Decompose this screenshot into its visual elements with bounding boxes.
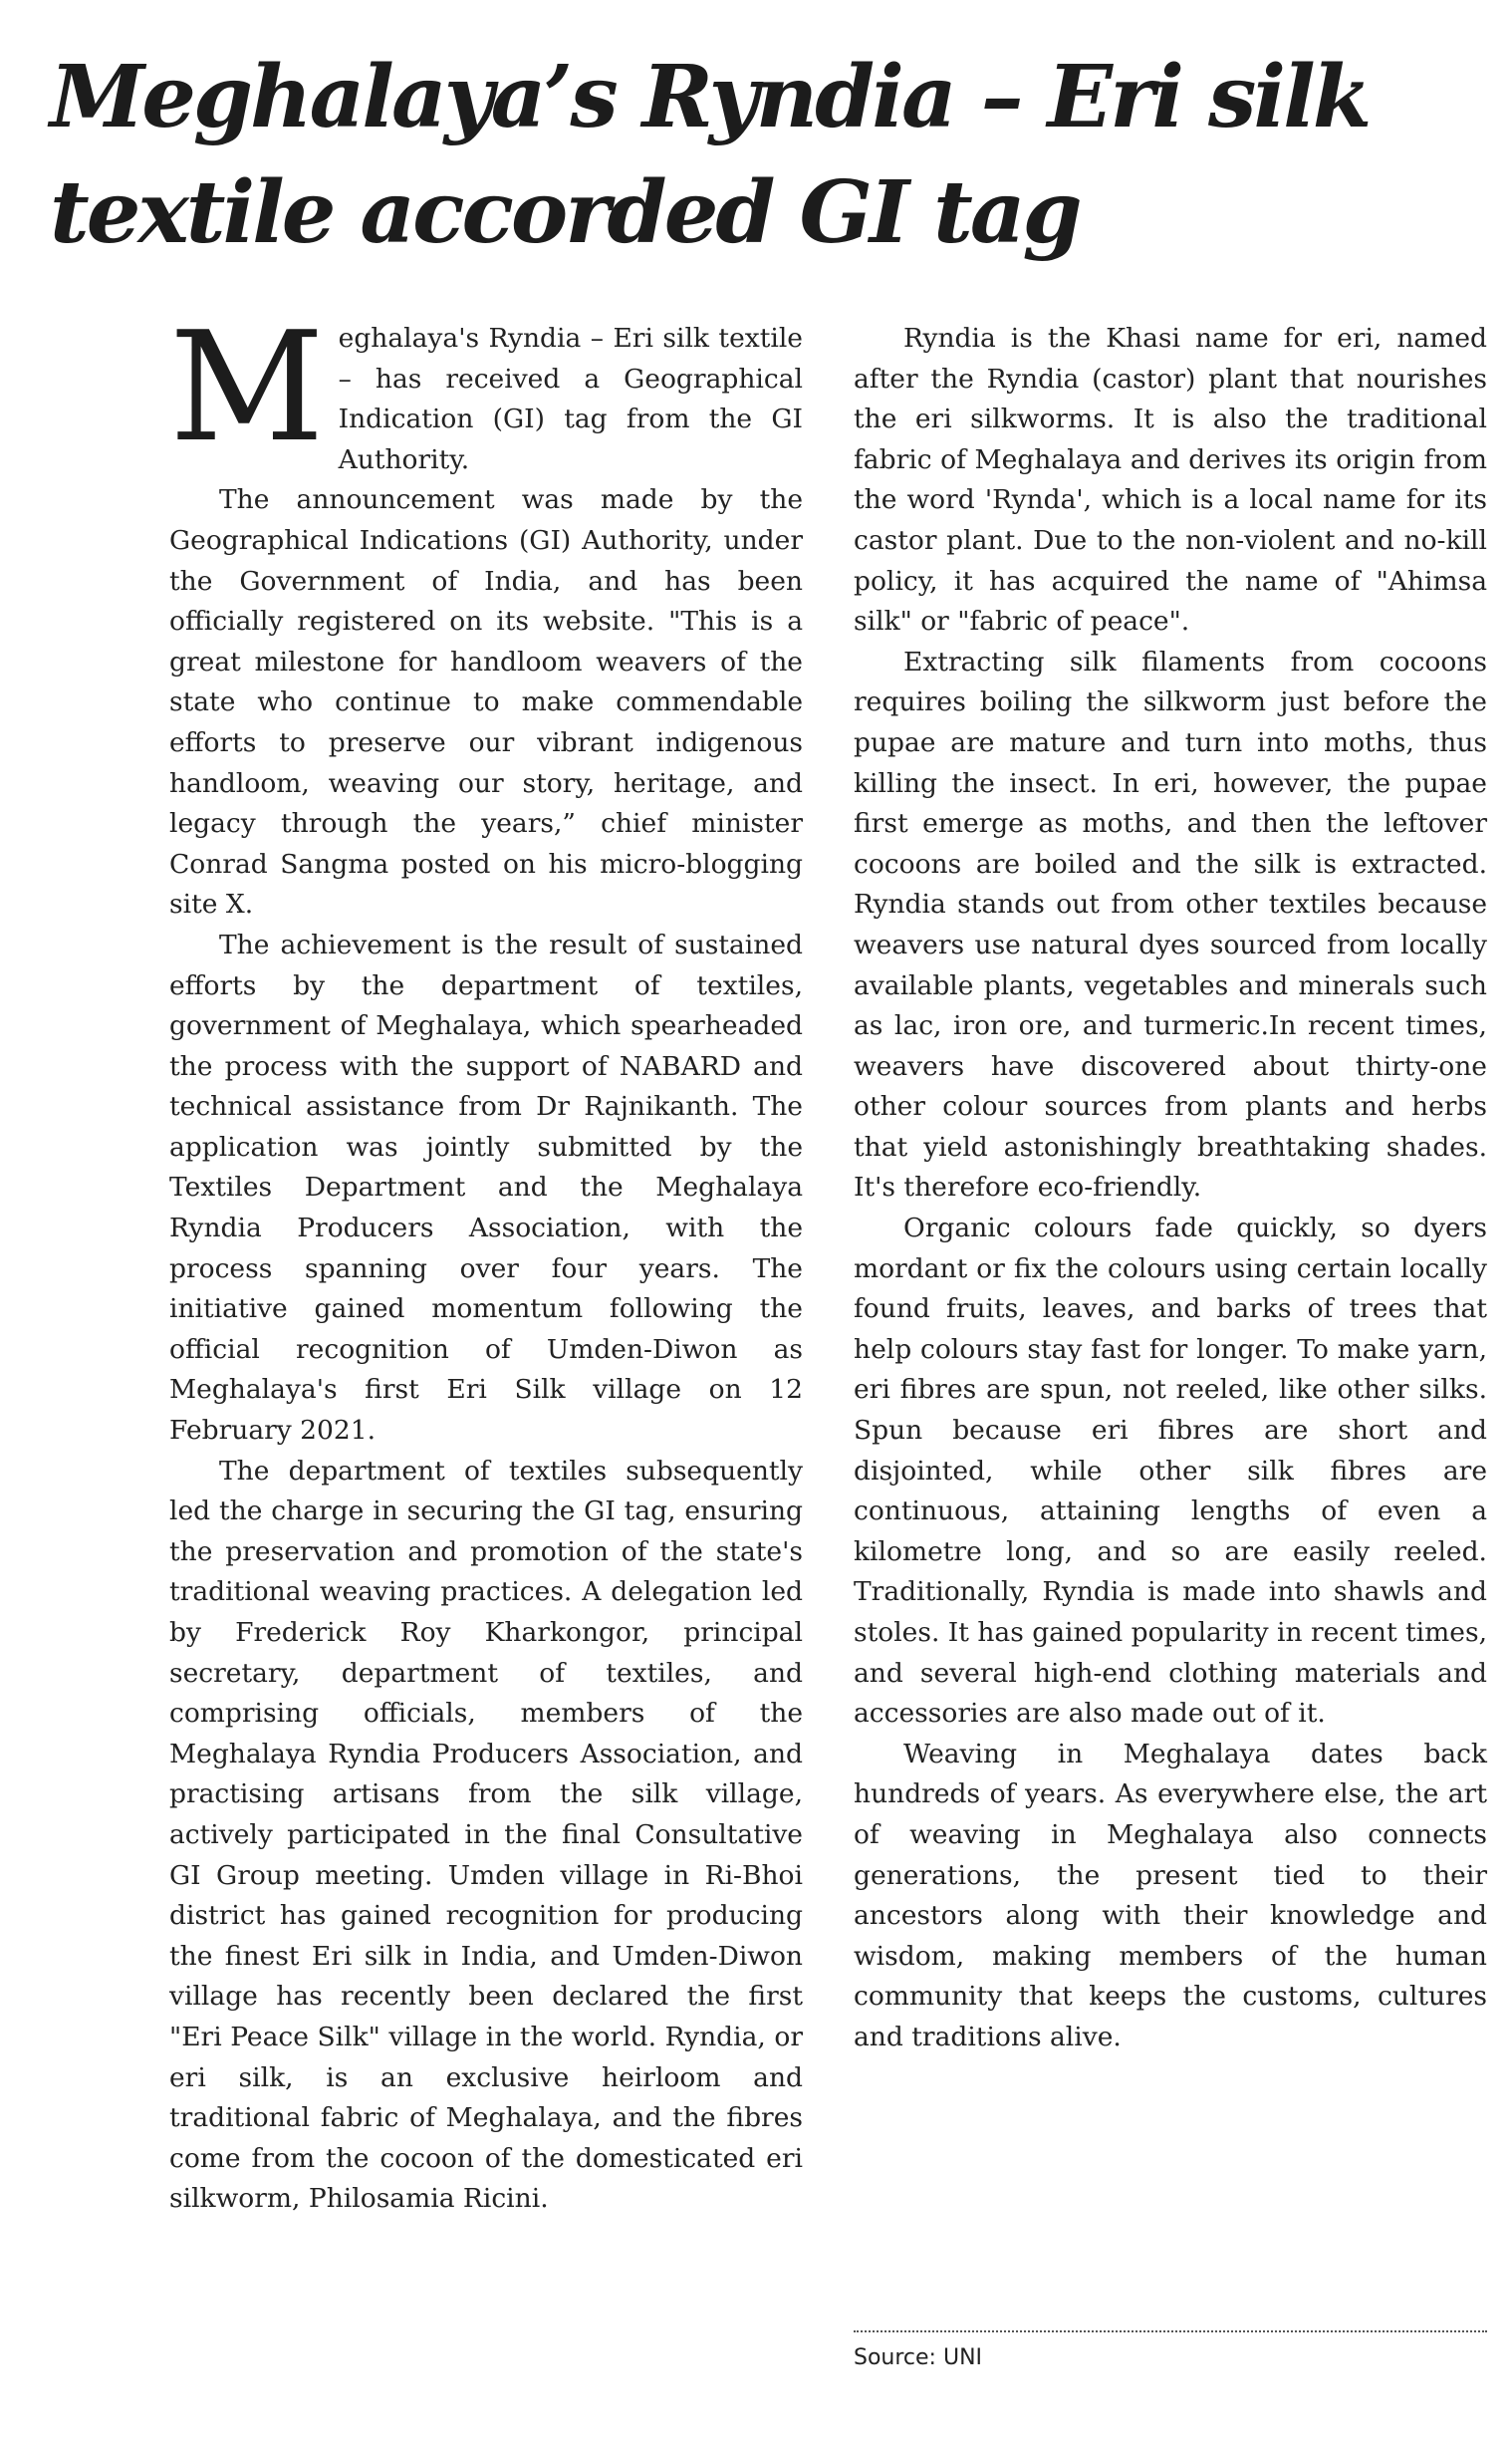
source-divider	[854, 2330, 1487, 2332]
article-column-right	[854, 319, 1487, 2058]
article-paragraph: Organic colours fade quickly, so dyers mordant or fix the colours using certain locally found fruits, leaves, and barks of trees that help colours stay fast for longer. To make yarn, eri fibres are spun, not reeled, like other silks. Spun because eri fibres are short and disjointed, while other silk fibres are continuous, attaining lengths of even a kilometre long, and so are easily reeled. Traditionally, Ryndia is made into shawls and stoles. It has gained popularity in recent times, and several high-end clothing materials and accessories are also made out of it.	[854, 1213, 1487, 1730]
headline-line-1: Meghalaya’s Ryndia – Eri silk	[50, 47, 1370, 147]
lead-text: eghalaya's Ryndia – Eri silk textile – has received a Geographical Indication (GI) tag from the GI Authority.	[338, 323, 803, 475]
article-paragraph: Extracting silk filaments from cocoons requires boiling the silkworm just before the pupae are mature and turn into moths, thus killing the insect. In eri, however, the pupae first emerge as moths, and then the leftover cocoons are boiled and the silk is extracted. Ryndia stands out from other textiles because weavers use natural dyes sourced from locally available plants, vegetables and minerals such as lac, iron ore, and turmeric.In recent times, weavers have discovered about thirty-one other colour sources from plants and herbs that yield astonishingly breathtaking shades. It's therefore eco-friendly.	[854, 646, 1487, 1204]
article-paragraph: The achievement is the result of sustained efforts by the department of textiles, government of Meghalaya, which spearheaded the process with the support of NABARD and technical assistance from Dr Rajnikanth. The application was jointly submitted by the Textiles Department and the Meghalaya Ryndia Producers Association, with the process spanning over four years. The initiative gained momentum following the official recognition of Umden-Diwon as Meghalaya's first Eri Silk village on 12 February 2021.	[169, 929, 803, 1447]
article-column-left	[169, 299, 803, 2220]
article-paragraph: Weaving in Meghalaya dates back hundreds of years. As everywhere else, the art of weaving in Meghalaya also connects generations, the present tied to their ancestors along with their knowledge and wisdom, making members of the human community that keeps the customs, cultures and traditions alive.	[854, 1738, 1487, 2052]
article-paragraph: Ryndia is the Khasi name for eri, named after the Ryndia (castor) plant that nourishes the eri silkworms. It is also the traditional fabric of Meghalaya and derives its origin from the word 'Rynda', which is a local name for its castor plant. Due to the non-violent and no-kill policy, it has acquired the name of "Ahimsa silk" or "fabric of peace".	[854, 323, 1487, 638]
article-paragraph: The announcement was made by the Geographical Indications (GI) Authority, under the Government of India, and has been officially registered on its website. "This is a great milestone for handloom weavers of the state who continue to make commendable efforts to preserve our vibrant indigenous handloom, weaving our story, heritage, and legacy through the years,” chief minister Conrad Sangma posted on his micro-blogging site X.	[169, 484, 803, 921]
source-credit: Source: UNI	[854, 2345, 983, 2370]
drop-cap: M	[169, 299, 325, 475]
article-paragraph-lead	[169, 299, 803, 480]
article-paragraph: The department of textiles subsequently led the charge in securing the GI tag, ensuring the preservation and promotion of the state's traditional weaving practices. A delegation led by Frederick Roy Kharkongor, principal secretary, department of textiles, and comprising officials, members of the Meghalaya Ryndia Producers Association, and practising artisans from the silk village, actively participated in the final Consultative GI Group meeting. Umden village in Ri-Bhoi district has gained recognition for producing the finest Eri silk in India, and Umden-Diwon village has recently been declared the first "Eri Peace Silk" village in the world. Ryndia, or eri silk, is an exclusive heirloom and traditional fabric of Meghalaya, and the fibres come from the cocoon of the domesticated eri silkworm, Philosamia Ricini.	[169, 1455, 803, 2215]
headline-line-2: textile accorded GI tag	[50, 162, 1080, 263]
headline	[50, 40, 1464, 271]
